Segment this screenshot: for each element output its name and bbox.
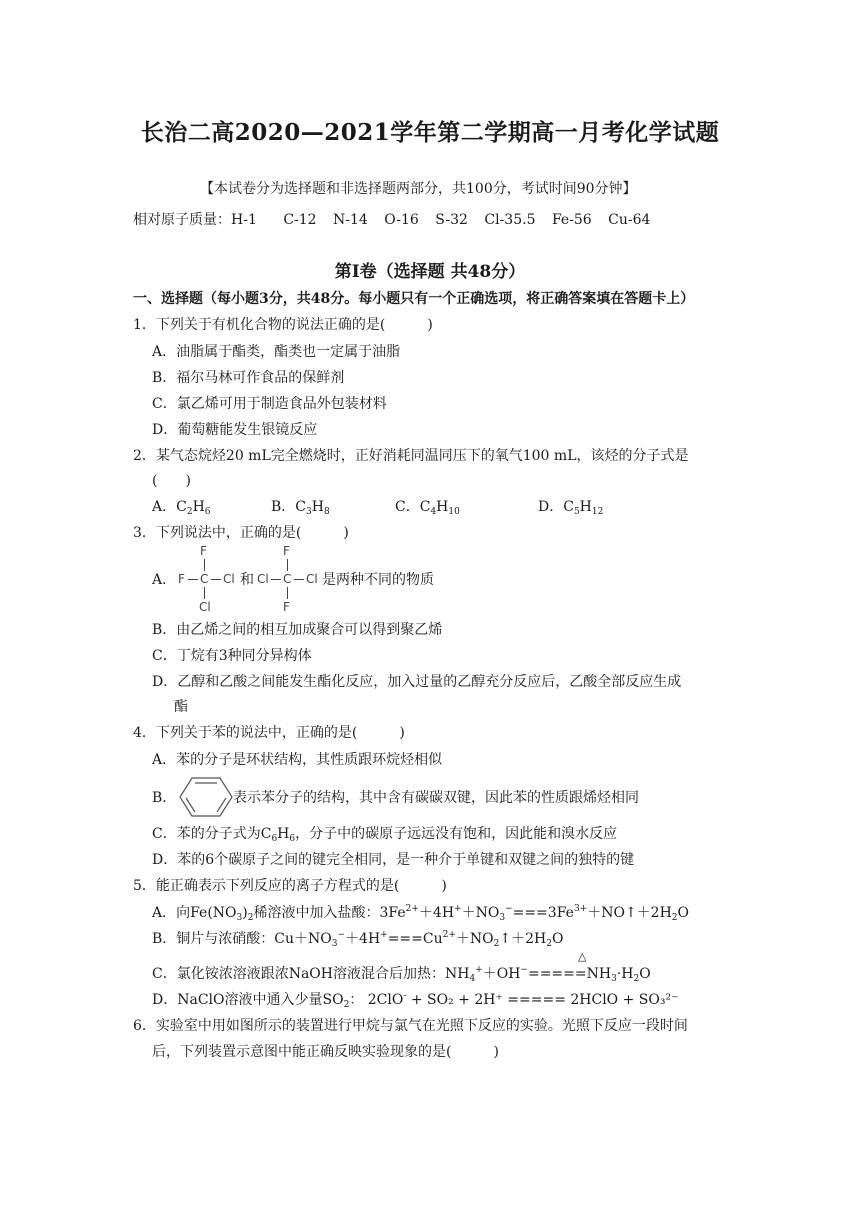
q3-option-b: B．由乙烯之间的相互加成聚合可以得到聚乙烯 — [152, 622, 443, 638]
struct1-right-cl: Cl — [223, 572, 235, 586]
q3-option-a-and: 和 — [240, 572, 254, 588]
benzene-kekule-icon — [178, 776, 234, 818]
q5-option-d-pre: D．NaClO溶液中通入少量SO — [152, 992, 344, 1008]
q5-option-b: B．铜片与浓硝酸：$Cu+NO_3^-+4H^+===Cu^{2+}+NO_2↑+2H_2O$ — [152, 930, 564, 949]
struct1-top-f: F — [200, 544, 207, 558]
q5-option-c-pre: C．氯化铵浓溶液跟浓NaOH溶液混合后加热：NH — [152, 966, 470, 982]
struct2-top-f: F — [283, 544, 290, 558]
exam-note: 【本试卷分为选择题和非选择题两部分，共100分，考试时间90分钟】 — [200, 181, 637, 197]
q2-option-d: D．$C_5H_{12}$ — [538, 499, 604, 517]
atomic-mass-n: N-14 — [333, 212, 368, 228]
struct2-right-cl: Cl — [306, 572, 318, 586]
q5-option-c: C．氯化铵浓溶液跟浓NaOH溶液混合后加热：$NH_4^++OH^-=====NH_3\cdot H_2O$ — [152, 965, 651, 984]
atomic-mass-h: H-1 — [231, 212, 257, 228]
q1-option-a: A．油脂属于酯类，酯类也一定属于油脂 — [152, 344, 401, 360]
q4-option-b-tail: 表示苯分子的结构，其中含有碳碳双键，因此苯的性质跟烯烃相同 — [233, 790, 639, 806]
struct2-left-cl: Cl — [257, 572, 269, 586]
q6-stem-cont: 后，下列装置示意图中能正确反映实验现象的是( ) — [152, 1044, 499, 1060]
atomic-mass-s: S-32 — [435, 212, 468, 228]
q3-option-d: D．乙醇和乙酸之间能发生酯化反应，加入过量的乙醇充分反应后，乙酸全部反应生成 — [152, 674, 682, 690]
q5-option-d: D．NaClO溶液中通入少量$SO_2$： 2ClO- + SO₂ + 2H⁺ ===== 2HClO + SO₃²⁻ — [152, 991, 679, 1010]
q2-stem: 2．某气态烷烃20 mL完全燃烧时，正好消耗同温同压下的氧气100 mL，该烃的分子式是 — [133, 448, 689, 464]
q1-stem: 1．下列关于有机化合物的说法正确的是( ) — [133, 317, 433, 333]
q3-option-c: C．丁烷有3种同分异构体 — [152, 648, 312, 664]
q5-stem: 5．能正确表示下列反应的离子方程式的是( ) — [133, 878, 447, 894]
q4-option-d: D．苯的6个碳原子之间的键完全相同，是一种介于单键和双键之间的独特的键 — [152, 852, 635, 868]
struct1-c: C — [200, 572, 209, 586]
q1-option-d: D．葡萄糖能发生银镜反应 — [152, 422, 318, 438]
q4-stem: 4．下列关于苯的说法中，正确的是( ) — [133, 725, 405, 741]
q4-option-c-post: ，分子中的碳原子远远没有饱和，因此能和溴水反应 — [295, 826, 618, 842]
q3-stem: 3．下列说法中，正确的是( ) — [133, 525, 349, 541]
q5-option-d-equation: + SO₂ + 2H⁺ ===== 2HClO + SO₃²⁻ — [410, 992, 679, 1008]
q3-option-a-tail: 是两种不同的物质 — [322, 572, 434, 588]
heat-delta-icon: △ — [578, 950, 587, 963]
q3-option-a-label: A． — [152, 572, 177, 588]
q3-structure-1 — [178, 544, 248, 616]
struct1-left-f: F — [178, 572, 185, 586]
atomic-mass-line — [133, 211, 650, 229]
struct1-bottom-cl: Cl — [199, 600, 211, 614]
q5-option-d-post: ： 2ClO — [349, 992, 404, 1008]
atomic-mass-c: C-12 — [283, 212, 317, 228]
atomic-mass-label: 相对原子质量： — [133, 212, 231, 228]
q2-stem-bracket: ( ) — [152, 473, 191, 489]
q2-option-a: A．$C_2H_6$ — [152, 499, 211, 517]
q3-option-d-cont: 酯 — [174, 699, 188, 715]
q1-option-c: C．氯乙烯可用于制造食品外包装材料 — [152, 396, 387, 412]
q5-option-a: A．向$Fe(NO_3)_2$稀溶液中加入盐酸：$3Fe^{2+}+4H^++NO_3^-===3Fe^{3+}+NO↑+2H_2O$ — [152, 904, 690, 923]
q6-stem: 6．实验室中用如图所示的装置进行甲烷与氯气在光照下反应的实验。光照下反应一段时间 — [133, 1018, 688, 1034]
exam-title: 长治二高2020—2021学年第二学期高一月考化学试题 — [140, 119, 720, 146]
atomic-mass-o: O-16 — [384, 212, 419, 228]
q2-option-b: B．$C_3H_8$ — [271, 499, 330, 517]
struct2-bottom-f: F — [283, 600, 290, 614]
part-heading: 一、选择题（每小题3分，共48分。每小题只有一个正确选项，将正确答案填在答题卡上） — [133, 291, 695, 307]
q4-option-c: C．苯的分子式为$C_6H_6$，分子中的碳原子远远没有饱和，因此能和溴水反应 — [152, 826, 618, 844]
atomic-mass-fe: Fe-56 — [551, 212, 592, 228]
q1-option-b: B．福尔马林可作食品的保鲜剂 — [152, 370, 345, 386]
section-title: 第Ⅰ卷（选择题 共48分） — [334, 262, 526, 282]
struct2-c: C — [283, 572, 292, 586]
atomic-mass-cl: Cl-35.5 — [484, 212, 536, 228]
q4-option-c-pre: C．苯的分子式为C — [152, 826, 272, 842]
q4-option-a: A．苯的分子是环状结构，其性质跟环烷烃相似 — [152, 752, 443, 768]
q4-option-b-label: B． — [152, 790, 177, 806]
atomic-mass-cu: Cu-64 — [608, 212, 651, 228]
q3-structure-2 — [257, 544, 327, 616]
q2-option-c: C．$C_4H_{10}$ — [395, 499, 460, 517]
